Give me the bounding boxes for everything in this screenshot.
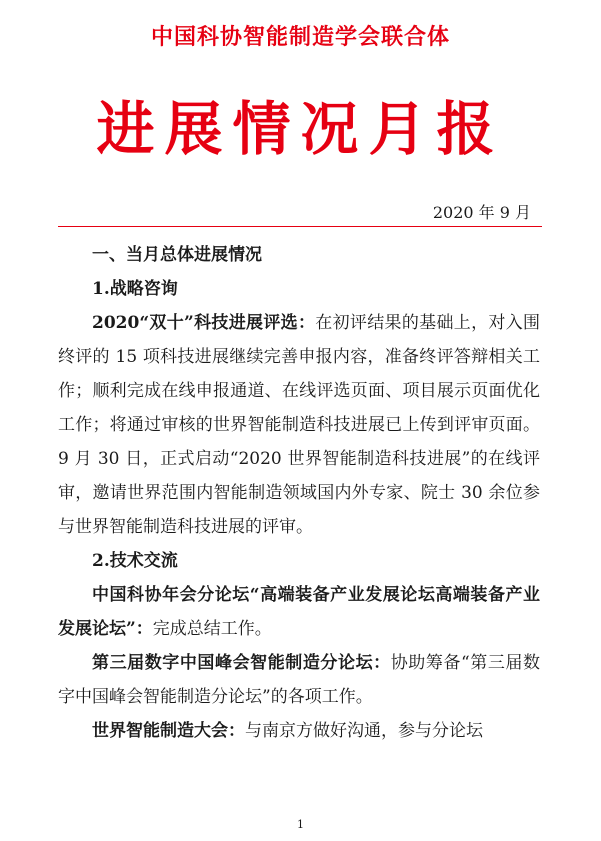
page-number: 1 xyxy=(297,818,304,831)
report-body xyxy=(58,238,540,748)
paragraph-world-conference xyxy=(58,714,540,748)
paragraph-lead: 世界智能制造大会： xyxy=(92,721,245,741)
paragraph-text: 协助筹备“第三届数字中国峰会智能制造分论坛”的各项工作。 xyxy=(58,653,541,707)
paragraph-lead: 2020“双十”科技进展评选： xyxy=(92,313,316,333)
paragraph-lead: 第三届数字中国峰会智能制造分论坛： xyxy=(92,653,391,673)
paragraph-double-ten xyxy=(58,306,540,544)
paragraph-digital-china xyxy=(58,646,540,714)
subsection-title-exchange: 2.技术交流 xyxy=(92,551,178,571)
subsection-title-strategy: 1.战略咨询 xyxy=(92,279,178,299)
report-title: 进展情况月报 xyxy=(96,95,505,163)
paragraph-annual-forum xyxy=(58,578,540,646)
paragraph-lead: 中国科协年会分论坛“高端装备产业发展论坛高端装备产业发展论坛”： xyxy=(58,585,540,639)
report-date: 2020 年 9 月 xyxy=(432,203,531,222)
paragraph-text: 与南京方做好沟通，参与分论坛 xyxy=(245,721,483,741)
org-title: 中国科协智能制造学会联合体 xyxy=(150,25,450,50)
paragraph-text: 在初评结果的基础上，对入围终评的 15 项科技进展继续完善申报内容，准备终评答辩相关工作；顺利完成在线申报通道、在线评选页面、项目展示页面优化工作；将通过审核的世界智能制造科技进展已上传到评审页面。9 月 30 日，正式启动“2020 世界智能制造科技进展”的在线评审，邀请世界范围内智能制造领域国内外专家、院士 30 余位参与世界智能制造科技进展的评审。 xyxy=(58,313,540,537)
header-divider xyxy=(58,226,542,227)
section-heading: 一、当月总体进展情况 xyxy=(92,245,262,265)
paragraph-text: 完成总结工作。 xyxy=(152,619,272,639)
